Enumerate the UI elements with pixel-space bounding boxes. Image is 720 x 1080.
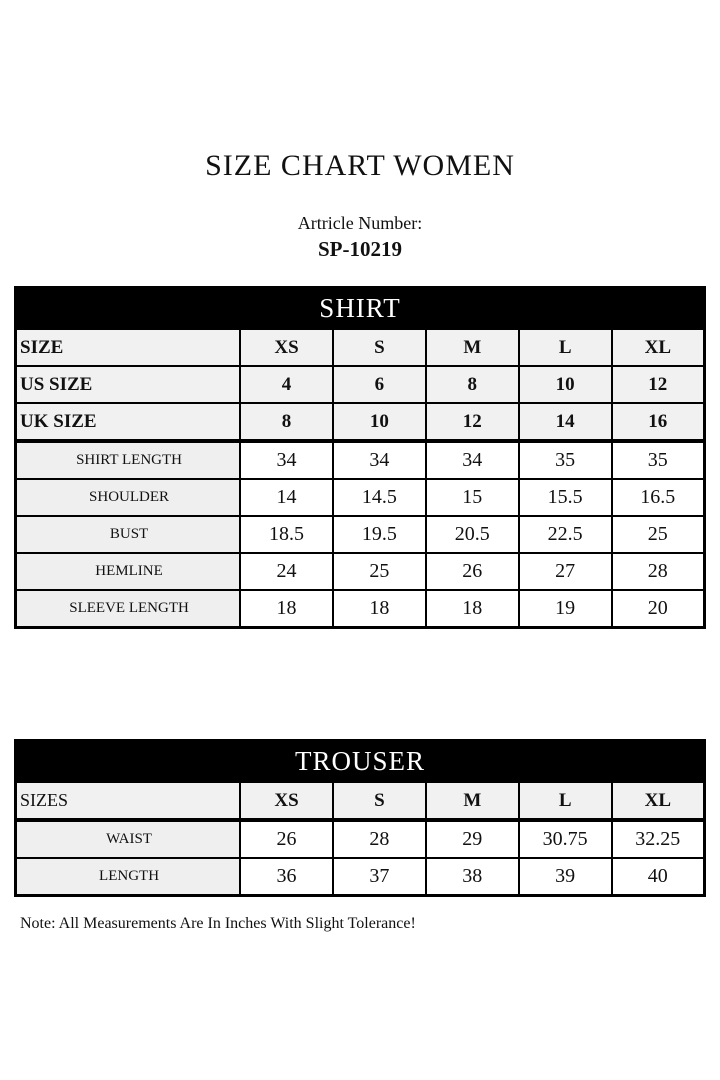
size-value-cell: XS bbox=[240, 782, 333, 820]
measurement-value-cell: 30.75 bbox=[519, 820, 612, 858]
measurement-value-cell: 19 bbox=[519, 590, 612, 628]
table-row bbox=[16, 479, 705, 516]
measurement-value-cell: 14.5 bbox=[333, 479, 426, 516]
measurement-value-cell: 20.5 bbox=[426, 516, 519, 553]
size-value-cell: 8 bbox=[240, 403, 333, 441]
size-value-cell: 6 bbox=[333, 366, 426, 403]
row-label-cell: SIZE bbox=[16, 329, 241, 366]
size-value-cell: L bbox=[519, 782, 612, 820]
measurement-value-cell: 22.5 bbox=[519, 516, 612, 553]
size-value-cell: M bbox=[426, 782, 519, 820]
row-label-cell: WAIST bbox=[16, 820, 241, 858]
measurement-value-cell: 18 bbox=[240, 590, 333, 628]
measurement-value-cell: 38 bbox=[426, 858, 519, 896]
measurement-value-cell: 18 bbox=[426, 590, 519, 628]
size-value-cell: XS bbox=[240, 329, 333, 366]
measurement-value-cell: 34 bbox=[426, 441, 519, 479]
size-value-cell: 12 bbox=[612, 366, 705, 403]
article-number-label: Artricle Number: bbox=[297, 213, 423, 233]
table-row bbox=[16, 820, 705, 858]
trouser-size-table bbox=[14, 739, 706, 897]
measurement-value-cell: 36 bbox=[240, 858, 333, 896]
row-label-cell: LENGTH bbox=[16, 858, 241, 896]
measurement-value-cell: 25 bbox=[333, 553, 426, 590]
measurement-value-cell: 29 bbox=[426, 820, 519, 858]
measurement-value-cell: 35 bbox=[519, 441, 612, 479]
row-label-cell: BUST bbox=[16, 516, 241, 553]
measurement-value-cell: 24 bbox=[240, 553, 333, 590]
measurement-value-cell: 20 bbox=[612, 590, 705, 628]
trouser-table-title-row bbox=[16, 741, 705, 783]
row-label-cell: SHOULDER bbox=[16, 479, 241, 516]
measurement-value-cell: 37 bbox=[333, 858, 426, 896]
measurement-value-cell: 34 bbox=[333, 441, 426, 479]
measurement-value-cell: 18 bbox=[333, 590, 426, 628]
row-label-cell: SIZES bbox=[16, 782, 241, 820]
table-row bbox=[16, 403, 705, 441]
measurement-value-cell: 32.25 bbox=[612, 820, 705, 858]
row-label-cell: SHIRT LENGTH bbox=[16, 441, 241, 479]
table-row bbox=[16, 516, 705, 553]
measurement-value-cell: 28 bbox=[612, 553, 705, 590]
size-value-cell: 10 bbox=[519, 366, 612, 403]
page-title: SIZE CHART WOMEN bbox=[205, 149, 515, 182]
measurement-value-cell: 35 bbox=[612, 441, 705, 479]
row-label-cell: HEMLINE bbox=[16, 553, 241, 590]
measurement-value-cell: 18.5 bbox=[240, 516, 333, 553]
shirt-table-title: SHIRT bbox=[16, 288, 705, 330]
table-row bbox=[16, 553, 705, 590]
measurement-value-cell: 26 bbox=[240, 820, 333, 858]
size-value-cell: M bbox=[426, 329, 519, 366]
shirt-size-table bbox=[14, 286, 706, 629]
size-value-cell: 16 bbox=[612, 403, 705, 441]
measurement-value-cell: 27 bbox=[519, 553, 612, 590]
size-value-cell: 10 bbox=[333, 403, 426, 441]
article-number-value: SP-10219 bbox=[318, 237, 402, 261]
size-value-cell: 4 bbox=[240, 366, 333, 403]
size-value-cell: XL bbox=[612, 329, 705, 366]
size-value-cell: XL bbox=[612, 782, 705, 820]
measurement-value-cell: 15.5 bbox=[519, 479, 612, 516]
table-row bbox=[16, 858, 705, 896]
size-value-cell: S bbox=[333, 782, 426, 820]
measurement-value-cell: 34 bbox=[240, 441, 333, 479]
measurement-value-cell: 19.5 bbox=[333, 516, 426, 553]
measurement-value-cell: 16.5 bbox=[612, 479, 705, 516]
trouser-table-title: TROUSER bbox=[16, 741, 705, 783]
measurement-value-cell: 26 bbox=[426, 553, 519, 590]
size-value-cell: L bbox=[519, 329, 612, 366]
table-row bbox=[16, 366, 705, 403]
measurement-value-cell: 25 bbox=[612, 516, 705, 553]
table-row bbox=[16, 441, 705, 479]
measurement-value-cell: 15 bbox=[426, 479, 519, 516]
table-row bbox=[16, 782, 705, 820]
size-value-cell: 14 bbox=[519, 403, 612, 441]
shirt-table-title-row bbox=[16, 288, 705, 330]
measurement-value-cell: 40 bbox=[612, 858, 705, 896]
table-row bbox=[16, 590, 705, 628]
measurement-value-cell: 14 bbox=[240, 479, 333, 516]
row-label-cell: UK SIZE bbox=[16, 403, 241, 441]
table-row bbox=[16, 329, 705, 366]
measurement-value-cell: 39 bbox=[519, 858, 612, 896]
size-value-cell: 12 bbox=[426, 403, 519, 441]
measurement-value-cell: 28 bbox=[333, 820, 426, 858]
row-label-cell: SLEEVE LENGTH bbox=[16, 590, 241, 628]
size-value-cell: S bbox=[333, 329, 426, 366]
measurement-note: Note: All Measurements Are In Inches With Slight Tolerance! bbox=[20, 915, 416, 932]
size-value-cell: 8 bbox=[426, 366, 519, 403]
row-label-cell: US SIZE bbox=[16, 366, 241, 403]
